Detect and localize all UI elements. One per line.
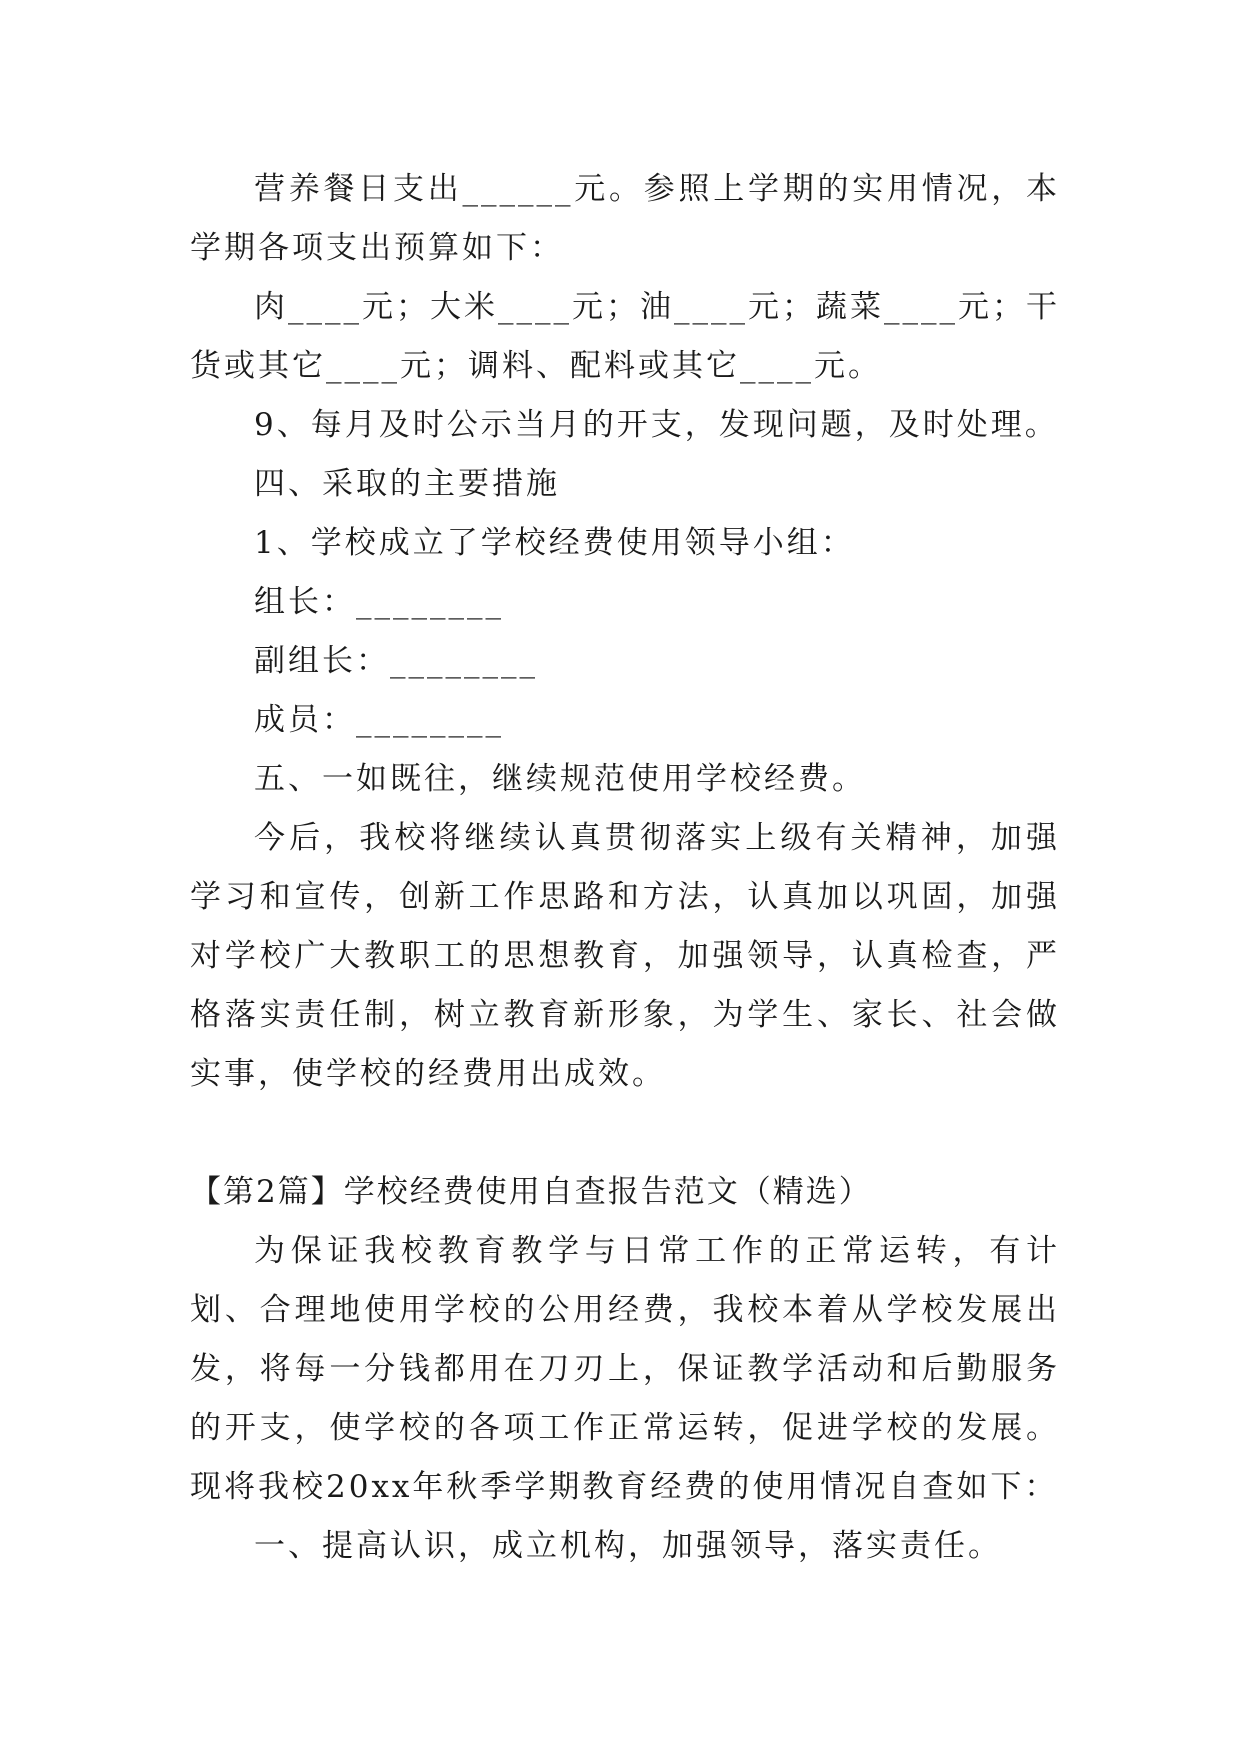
field-deputy-leader: 副组长：________ xyxy=(254,643,538,679)
section-heading-continue: 五、一如既往，继续规范使用学校经费。 xyxy=(254,761,866,797)
paragraph-conclusion: 今后，我校将继续认真贯彻落实上级有关精神，加强学习和宣传，创新工作思路和方法，认真加以巩固，加强对学校广大教职工的思想教育，加强领导，认真检查，严格落实责任制，树立教育新形象，为学生、家长、社会做实事，使学校的经费用出成效。 xyxy=(190,820,1060,1092)
paragraph-article-2-intro: 为保证我校教育教学与日常工作的正常运转，有计划、合理地使用学校的公用经费，我校本着从学校发展出发，将每一分钱都用在刀刃上，保证教学活动和后勤服务的开支，使学校的各项工作正常运转，促进学校的发展。现将我校20xx年秋季学期教育经费的使用情况自查如下： xyxy=(190,1233,1060,1505)
section-heading-measures: 四、采取的主要措施 xyxy=(254,466,560,502)
field-group-leader: 组长：________ xyxy=(254,584,504,620)
paragraph-monthly-disclosure: 9、每月及时公示当月的开支，发现问题，及时处理。 xyxy=(254,407,1059,443)
paragraph-leadership-group: 1、学校成立了学校经费使用领导小组： xyxy=(254,525,855,561)
document-body xyxy=(190,160,1060,1576)
section-spacer xyxy=(190,1104,1060,1163)
paragraph-budget-items: 肉____元；大米____元；油____元；蔬菜____元；干货或其它____元；调料、配料或其它____元。 xyxy=(190,289,1060,384)
article-2-heading: 【第2篇】学校经费使用自查报告范文（精选） xyxy=(190,1174,872,1210)
paragraph-article-2-point-1: 一、提高认识，成立机构，加强领导，落实责任。 xyxy=(254,1528,1002,1564)
paragraph-nutrition-meal-budget: 营养餐日支出______元。参照上学期的实用情况，本学期各项支出预算如下： xyxy=(190,171,1060,266)
field-members: 成员：________ xyxy=(254,702,504,738)
